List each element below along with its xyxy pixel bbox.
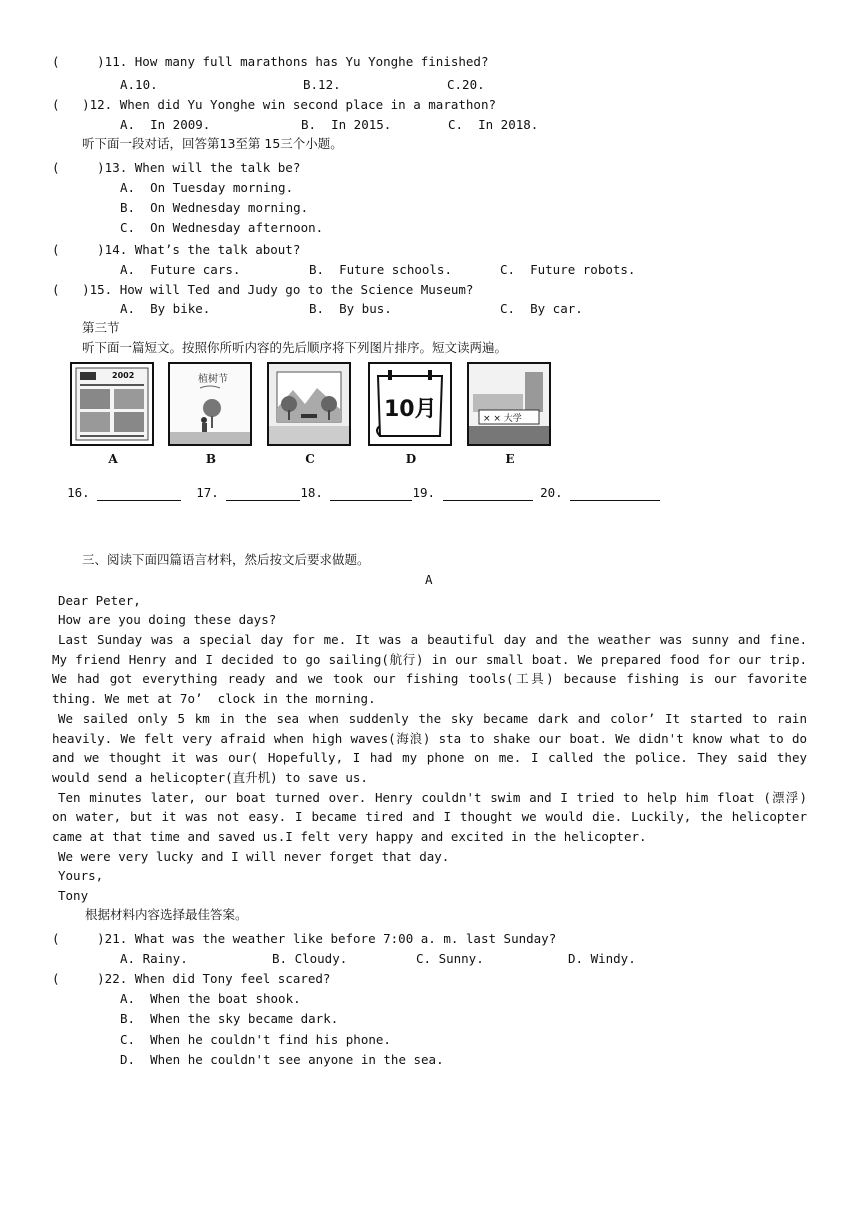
p2-line-2: heavily. We felt very afraid when high waves(海浪) sta to shake our boat. We didn't know what to do [52,731,807,746]
p2-line-1: We sailed only 5 km in the sea when suddenly the sky became dark and color’ It started to rain [58,711,807,726]
gate-sign: × × 大学 [483,414,522,424]
q11-option-b[interactable]: B.12. [303,77,341,92]
q12-stem: ( )12. When did Yu Yonghe win second place in a marathon? [52,97,497,112]
p2-line-3: and we thought it was our( Hopefully, I had my phone on me. I called the police. They said they [52,750,807,765]
letter-signature: Tony [58,888,89,903]
picture-b-label: B [205,452,217,466]
picture-e-label: E [505,452,515,466]
q12-option-c[interactable]: C. In 2018. [448,117,539,132]
q21-option-b[interactable]: B. Cloudy. [272,951,348,966]
q15-option-a[interactable]: A. By bike. [120,301,211,316]
q13-option-b[interactable]: B. On Wednesday morning. [120,200,309,215]
section3-instruction: 听下面一篇短文。按照你所听内容的先后顺序将下列图片排序。短文读两遍。 [82,340,508,355]
letter-greeting: Dear Peter, [58,593,141,608]
p3-line-2: on water, but it was not easy. I became tired and I thought we would die. Luckily, the helicopter [52,809,807,824]
blank-20-number: 20. [540,485,563,500]
dialog-instruction: 听下面一段对话，回答第13至第 15三个小题。 [82,136,343,151]
q21-option-c[interactable]: C. Sunny. [416,951,484,966]
q22-option-c[interactable]: C. When he couldn't find his phone. [120,1032,391,1047]
blank-19[interactable] [443,487,533,501]
letter-closing: Yours, [58,868,104,883]
reading-instruction: 根据材料内容选择最佳答案。 [85,907,248,922]
q14-option-b[interactable]: B. Future schools. [309,262,452,277]
q22-option-b[interactable]: B. When the sky became dark. [120,1011,339,1026]
blank-16[interactable] [97,487,181,501]
picture-c-park [267,362,351,446]
q11-option-a[interactable]: A.10. [120,77,158,92]
q14-option-a[interactable]: A. Future cars. [120,262,241,277]
q13-stem: ( )13. When will the talk be? [52,160,301,175]
blank-18[interactable] [330,487,412,501]
q12-option-b[interactable]: B. In 2015. [301,117,392,132]
picture-d-label: D [405,452,417,466]
q21-option-d[interactable]: D. Windy. [568,951,636,966]
blank-19-number: 19. [412,485,436,500]
p2-line-4: would send a helicopter(直升机) to save us. [52,770,368,785]
picture-a-calendar [70,362,154,446]
q22-option-a[interactable]: A. When the boat shook. [120,991,301,1006]
q13-option-c[interactable]: C. On Wednesday afternoon. [120,220,324,235]
q15-option-b[interactable]: B. By bus. [309,301,392,316]
blank-17[interactable] [226,487,300,501]
q21-option-a[interactable]: A. Rainy. [120,951,188,966]
blank-18-number: 18. [300,485,323,500]
q11-option-c[interactable]: C.20. [447,77,485,92]
q12-option-a[interactable]: A. In 2009. [120,117,211,132]
poster-title: 植树节 [198,374,228,385]
q15-option-c[interactable]: C. By car. [500,301,583,316]
letter-line-1: How are you doing these days? [58,612,277,627]
picture-c-label: C [305,452,315,466]
answer-blanks-row [52,469,660,501]
p3-line-1: Ten minutes later, our boat turned over. Henry couldn't swim and I tried to help him float (漂浮) [58,790,807,805]
passage-label: A [425,572,433,587]
section3-title: 第三节 [82,320,120,335]
p3-line-3: came at that time and saved us.I felt very happy and excited in the helicopter. [52,829,647,844]
blank-20[interactable] [570,487,660,501]
q13-option-a[interactable]: A. On Tuesday morning. [120,180,294,195]
p1-line-2: My friend Henry and I decided to go sailing(航行) in our small boat. We prepared food for our trip. [52,652,807,667]
q14-option-c[interactable]: C. Future robots. [500,262,636,277]
q15-stem: ( )15. How will Ted and Judy go to the Science Museum? [52,282,474,297]
p1-line-1: Last Sunday was a special day for me. It was a beautiful day and the weather was sunny and fine. [58,632,807,647]
q14-stem: ( )14. What’s the talk about? [52,242,301,257]
blank-17-number: 17. [196,485,219,500]
p1-line-3: We had got everything ready and we took our fishing tools(工具) because fishing is our favorite [52,671,807,686]
p1-line-4: thing. We met at 7o’ clock in the morning. [52,691,376,706]
picture-b-poster [168,362,252,446]
p4-line: We were very lucky and I will never forget that day. [58,849,450,864]
q22-option-d[interactable]: D. When he couldn't see anyone in the sea. [120,1052,444,1067]
q21-stem: ( )21. What was the weather like before 7:00 a. m. last Sunday? [52,931,557,946]
q11-stem: ( )11. How many full marathons has Yu Yonghe finished? [52,54,489,69]
october-text: 10月 [384,397,437,422]
blank-16-number: 16. [67,485,90,500]
picture-d-october [368,362,452,446]
reading-section-title: 三、阅读下面四篇语言材料，然后按文后要求做题。 [82,552,370,567]
picture-e-university [467,362,551,446]
q22-stem: ( )22. When did Tony feel scared? [52,971,331,986]
calendar-year: 2002 [112,371,135,380]
picture-a-label: A [108,452,118,466]
